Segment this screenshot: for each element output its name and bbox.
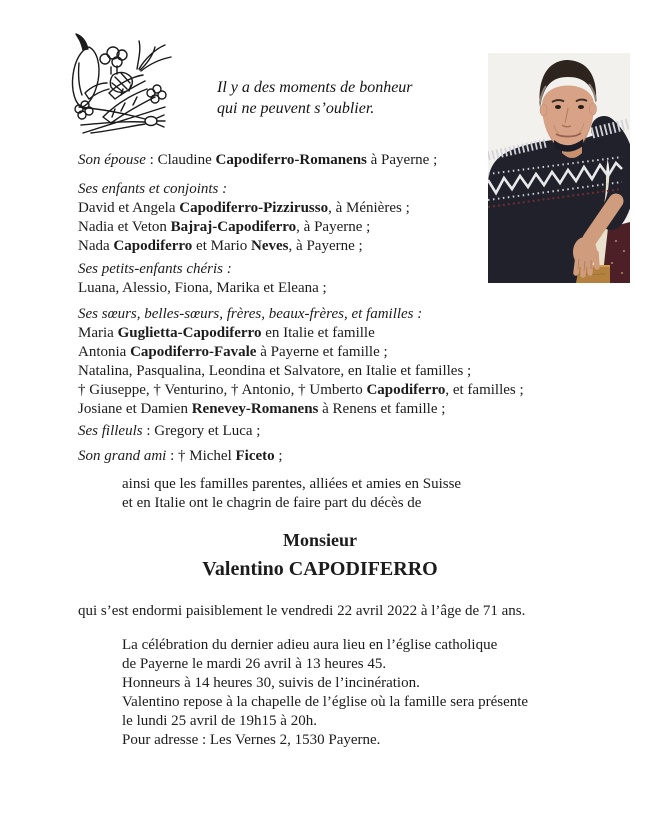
salutation: Monsieur [283,530,357,550]
deceased-name: Valentino CAPODIFERRO [202,558,438,580]
spouse-section [78,151,562,170]
funeral-line: de Payerne le mardi 26 avril à 13 heures 45. [122,656,387,672]
spouse-line: Son épouse : Claudine Capodiferro-Romanens à Payerne ; [78,152,438,168]
funeral-line: La célébration du dernier adieu aura lieu en l’église catholique [122,637,498,653]
grandchildren-line: Luana, Alessio, Fiona, Marika et Eleana ; [78,280,327,296]
children-section [78,180,562,256]
siblings-section [78,305,562,419]
sibling-line: Natalina, Pasqualina, Leondina et Salvatore, en Italie et familles ; [78,363,472,379]
great-friend-section [78,447,562,466]
memorial-quote [217,77,413,119]
closing-line: ainsi que les familles parentes, alliées et amies en Suisse [122,476,462,492]
sibling-line: † Giuseppe, † Venturino, † Antonio, † Umberto Capodiferro, et familles ; [78,382,524,398]
funeral-line: Pour adresse : Les Vernes 2, 1530 Payerne. [122,732,381,748]
funeral-section [122,636,562,750]
great-friend-line: Son grand ami : † Michel Ficeto ; [78,448,283,464]
quote-line: qui ne peuvent s’oublier. [217,100,375,117]
godsons-line: Ses filleuls : Gregory et Luca ; [78,423,261,439]
grandchildren-header: Ses petits-enfants chéris : [78,261,232,277]
vegetables-illustration-icon [67,33,177,137]
sibling-line: Josiane et Damien Renevey-Romanens à Renens et famille ; [78,401,446,417]
closing-line: et en Italie ont le chagrin de faire part du décès de [122,495,422,511]
child-line: David et Angela Capodiferro-Pizzirusso, à Ménières ; [78,200,410,216]
closing-section [122,475,562,513]
grandchildren-section [78,260,562,298]
sibling-line: Maria Guglietta-Capodiferro en Italie et famille [78,325,375,341]
child-line: Nada Capodiferro et Mario Neves, à Payerne ; [78,238,363,254]
sibling-line: Antonia Capodiferro-Favale à Payerne et famille ; [78,344,388,360]
death-section [78,602,562,621]
funeral-line: Honneurs à 14 heures 30, suivis de l’incinération. [122,675,420,691]
godsons-section [78,422,562,441]
death-line: qui s’est endormi paisiblement le vendredi 22 avril 2022 à l’âge de 71 ans. [78,603,526,619]
child-line: Nadia et Veton Bajraj-Capodiferro, à Payerne ; [78,219,371,235]
siblings-header: Ses sœurs, belles-sœurs, frères, beaux-frères, et familles : [78,306,423,322]
children-header: Ses enfants et conjoints : [78,181,228,197]
funeral-line: le lundi 25 avril de 19h15 à 20h. [122,713,317,729]
funeral-line: Valentino repose à la chapelle de l’église où la famille sera présente [122,694,529,710]
quote-line: Il y a des moments de bonheur [217,79,413,96]
